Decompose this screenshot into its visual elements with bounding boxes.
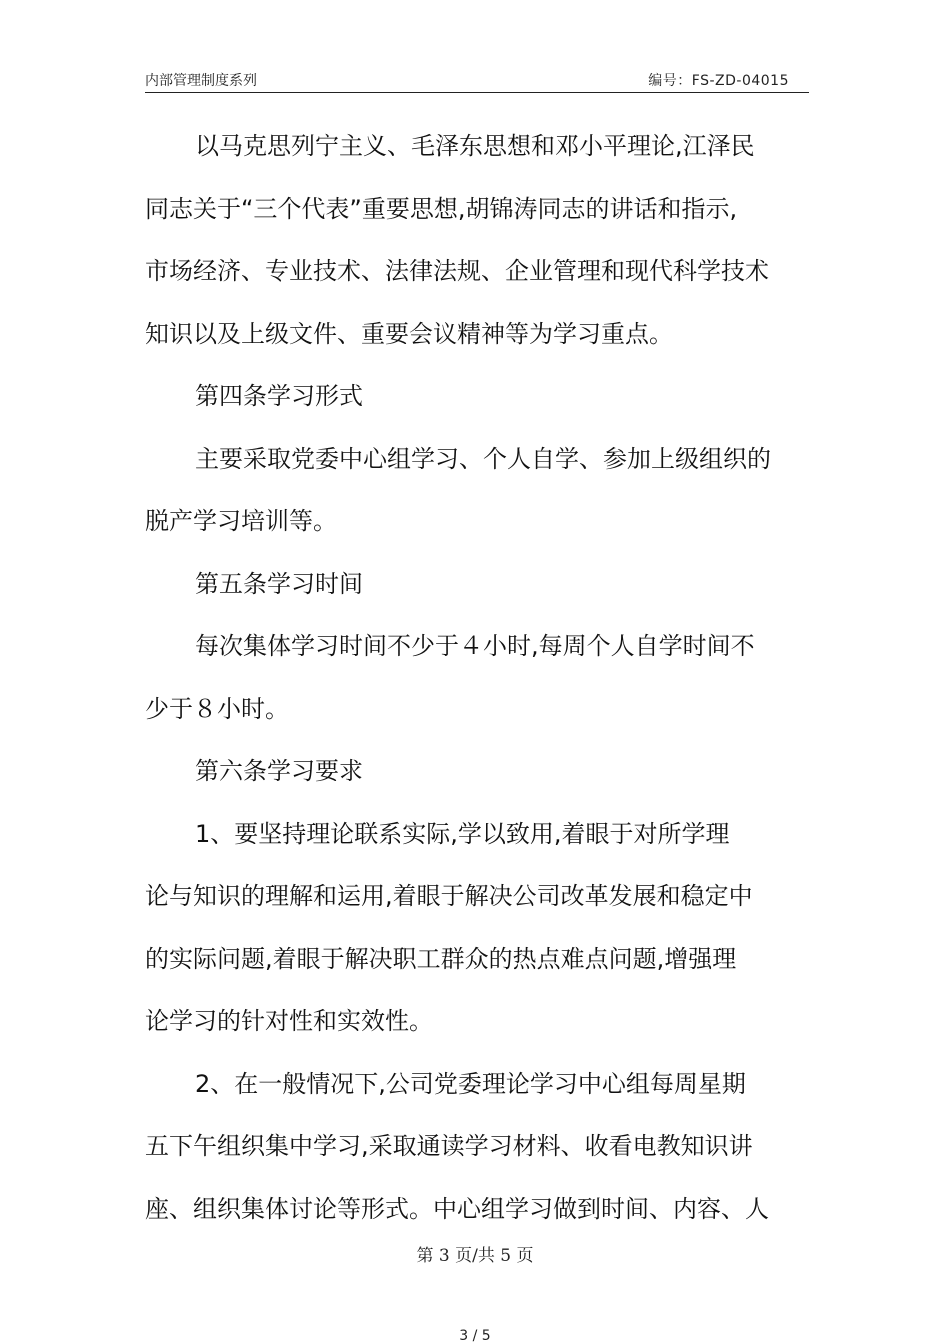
paragraph-line: 同志关于“三个代表”重要思想,胡锦涛同志的讲话和指示, <box>145 194 738 223</box>
paragraph-line: 脱产学习培训等。 <box>145 507 337 535</box>
paragraph-line: 论学习的针对性和实效性。 <box>145 1007 433 1035</box>
paragraph-line: 主要采取党委中心组学习、个人自学、参加上级组织的 <box>195 444 771 473</box>
paragraph-line: 座、组织集体讨论等形式。中心组学习做到时间、内容、人 <box>145 1194 769 1223</box>
paragraph-line: 以马克思列宁主义、毛泽东思想和邓小平理论,江泽民 <box>195 132 755 160</box>
section-heading: 第五条学习时间 <box>195 569 363 598</box>
header-series-label: 内部管理制度系列 <box>145 73 257 89</box>
paragraph-line: 少于８小时。 <box>145 694 289 723</box>
paragraph-line: 市场经济、专业技术、法律法规、企业管理和现代科学技术 <box>145 257 769 285</box>
paragraph-line: 2、在一般情况下,公司党委理论学习中心组每周星期 <box>195 1069 746 1098</box>
section-heading: 第六条学习要求 <box>195 757 363 785</box>
page-indicator: 3 / 5 <box>459 1328 491 1344</box>
paragraph-line: 五下午组织集中学习,采取通读学习材料、收看电教知识讲 <box>145 1132 753 1160</box>
page-header <box>145 70 809 93</box>
page-footer: 第 3 页/共 5 页 <box>416 1246 534 1266</box>
paragraph-line: 1、要坚持理论联系实际,学以致用,着眼于对所学理 <box>195 819 730 848</box>
paragraph-line: 知识以及上级文件、重要会议精神等为学习重点。 <box>145 319 673 348</box>
header-document-number: 编号：FS-ZD-04015 <box>648 73 789 89</box>
section-heading: 第四条学习形式 <box>195 382 363 410</box>
paragraph-line: 每次集体学习时间不少于４小时,每周个人自学时间不 <box>195 632 755 660</box>
paragraph-line: 论与知识的理解和运用,着眼于解决公司改革发展和稳定中 <box>145 882 753 910</box>
document-body <box>145 115 810 1240</box>
paragraph-line: 的实际问题,着眼于解决职工群众的热点难点问题,增强理 <box>145 944 737 973</box>
